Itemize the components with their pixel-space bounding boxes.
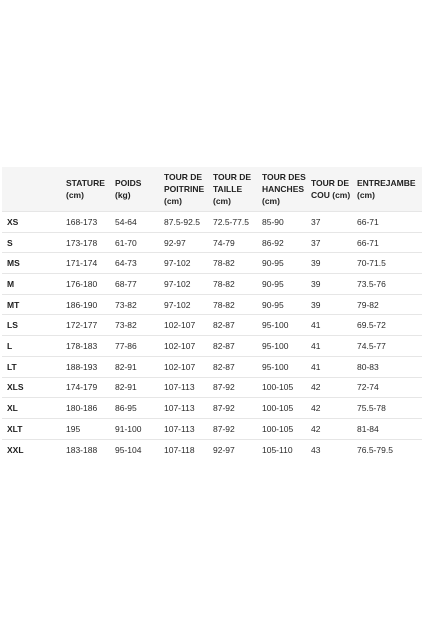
cell-tour-des-hanches: 90-95 <box>262 258 284 269</box>
cell-tour-de-cou: 42 <box>311 382 321 393</box>
cell-tour-de-taille: 87-92 <box>213 403 235 414</box>
cell-tour-de-cou: 41 <box>311 361 321 372</box>
column-header-text: TOUR DE <box>311 178 350 188</box>
table-row <box>2 439 422 460</box>
table-body <box>2 212 422 460</box>
cell-tour-des-hanches: 100-105 <box>262 382 294 393</box>
cell-poids: 95-104 <box>115 444 142 455</box>
table-row <box>2 418 422 439</box>
cell-poids: 61-70 <box>115 237 137 248</box>
cell-tour-de-taille: 78-82 <box>213 278 235 289</box>
column-header-text: HANCHES <box>262 184 305 194</box>
cell-entrejambe: 73.5-76 <box>357 278 386 289</box>
cell-stature: 173-178 <box>66 237 98 248</box>
cell-tour-de-poitrine: 102-107 <box>164 320 196 331</box>
cell-tour-de-taille: 74-79 <box>213 237 235 248</box>
cell-poids: 82-91 <box>115 361 137 372</box>
cell-tour-de-poitrine: 97-102 <box>164 278 191 289</box>
column-header-text: TOUR DE <box>164 172 203 182</box>
cell-entrejambe: 79-82 <box>357 299 379 310</box>
cell-tour-des-hanches: 100-105 <box>262 403 294 414</box>
size-label: LT <box>7 361 17 372</box>
cell-stature: 178-183 <box>66 340 98 351</box>
cell-tour-des-hanches: 95-100 <box>262 361 289 372</box>
cell-tour-des-hanches: 90-95 <box>262 299 284 310</box>
table-row <box>2 253 422 274</box>
size-label: MT <box>7 299 20 310</box>
size-label: XLS <box>7 382 24 393</box>
column-header-text: (kg) <box>115 190 131 200</box>
column-header-tour-de-cou <box>309 167 355 212</box>
cell-poids: 73-82 <box>115 320 137 331</box>
cell-tour-de-cou: 41 <box>311 320 321 331</box>
column-header-text: POITRINE <box>164 184 205 194</box>
table-row <box>2 212 422 233</box>
cell-tour-de-cou: 43 <box>311 444 321 455</box>
cell-tour-de-taille: 92-97 <box>213 444 235 455</box>
column-header-text: (cm) <box>213 196 231 206</box>
column-header-text: TOUR DES <box>262 172 306 182</box>
cell-stature: 176-180 <box>66 278 98 289</box>
column-header-tour-des-hanches <box>260 167 309 212</box>
cell-tour-des-hanches: 86-92 <box>262 237 284 248</box>
cell-entrejambe: 72-74 <box>357 382 379 393</box>
column-header-text: POIDS <box>115 178 142 188</box>
cell-tour-des-hanches: 105-110 <box>262 444 293 455</box>
table-row <box>2 294 422 315</box>
cell-tour-de-poitrine: 107-113 <box>164 403 195 414</box>
size-chart-table <box>2 167 422 460</box>
cell-tour-des-hanches: 95-100 <box>262 320 289 331</box>
cell-stature: 188-193 <box>66 361 98 372</box>
column-header-poids <box>113 167 162 212</box>
column-header-tour-de-taille <box>211 167 260 212</box>
cell-tour-de-taille: 82-87 <box>213 340 235 351</box>
cell-tour-de-poitrine: 97-102 <box>164 258 191 269</box>
column-header-text: (cm) <box>262 196 280 206</box>
size-label: L <box>7 340 13 351</box>
column-header-stature <box>64 167 113 212</box>
cell-tour-de-poitrine: 107-113 <box>164 423 195 434</box>
column-header-tour-de-poitrine <box>162 167 211 212</box>
column-header-text: (cm) <box>66 190 84 200</box>
cell-entrejambe: 69.5-72 <box>357 320 386 331</box>
cell-tour-de-poitrine: 92-97 <box>164 237 186 248</box>
cell-entrejambe: 70-71.5 <box>357 258 386 269</box>
cell-poids: 68-77 <box>115 278 137 289</box>
cell-poids: 77-86 <box>115 340 137 351</box>
size-label: XS <box>7 216 19 227</box>
cell-tour-de-taille: 82-87 <box>213 361 235 372</box>
cell-tour-de-taille: 72.5-77.5 <box>213 216 249 227</box>
cell-stature: 174-179 <box>66 382 98 393</box>
cell-entrejambe: 80-83 <box>357 361 379 372</box>
cell-entrejambe: 66-71 <box>357 216 379 227</box>
cell-tour-des-hanches: 85-90 <box>262 216 284 227</box>
column-header-text: TOUR DE <box>213 172 252 182</box>
cell-tour-de-poitrine: 107-113 <box>164 382 195 393</box>
column-header-text: COU (cm) <box>311 190 351 200</box>
cell-stature: 168-173 <box>66 216 98 227</box>
cell-tour-de-cou: 41 <box>311 340 321 351</box>
cell-entrejambe: 76.5-79.5 <box>357 444 393 455</box>
cell-entrejambe: 75.5-78 <box>357 403 386 414</box>
cell-tour-de-cou: 37 <box>311 216 321 227</box>
cell-entrejambe: 81-84 <box>357 423 379 434</box>
cell-tour-de-poitrine: 107-118 <box>164 444 195 455</box>
size-label: XLT <box>7 423 23 434</box>
cell-poids: 91-100 <box>115 423 142 434</box>
cell-tour-des-hanches: 100-105 <box>262 423 294 434</box>
cell-stature: 180-186 <box>66 403 98 414</box>
cell-poids: 64-73 <box>115 258 137 269</box>
table-row <box>2 377 422 398</box>
cell-tour-de-cou: 42 <box>311 423 321 434</box>
cell-tour-de-cou: 39 <box>311 258 321 269</box>
cell-tour-de-poitrine: 102-107 <box>164 340 196 351</box>
column-header-text: STATURE <box>66 178 105 188</box>
column-header-text: (cm) <box>164 196 182 206</box>
cell-tour-de-cou: 39 <box>311 278 321 289</box>
size-label: M <box>7 278 15 289</box>
cell-tour-de-taille: 87-92 <box>213 382 235 393</box>
cell-poids: 73-82 <box>115 299 137 310</box>
header-row <box>2 167 422 212</box>
cell-stature: 186-190 <box>66 299 98 310</box>
column-header-entrejambe <box>355 167 422 212</box>
cell-tour-de-cou: 37 <box>311 237 321 248</box>
cell-poids: 54-64 <box>115 216 137 227</box>
table-row <box>2 336 422 357</box>
table-row <box>2 315 422 336</box>
cell-tour-de-taille: 87-92 <box>213 423 235 434</box>
size-label: XL <box>7 403 18 414</box>
cell-tour-de-poitrine: 102-107 <box>164 361 196 372</box>
table-row <box>2 274 422 295</box>
cell-poids: 86-95 <box>115 403 137 414</box>
header-corner-cell <box>2 167 64 212</box>
size-label: LS <box>7 320 18 331</box>
cell-stature: 172-177 <box>66 320 98 331</box>
table-row <box>2 232 422 253</box>
column-header-text: (cm) <box>357 190 375 200</box>
column-header-text: TAILLE <box>213 184 243 194</box>
cell-stature: 171-174 <box>66 258 98 269</box>
cell-poids: 82-91 <box>115 382 137 393</box>
cell-tour-de-poitrine: 87.5-92.5 <box>164 216 200 227</box>
cell-entrejambe: 66-71 <box>357 237 379 248</box>
size-chart <box>2 167 422 465</box>
cell-stature: 183-188 <box>66 444 98 455</box>
table-row <box>2 356 422 377</box>
size-label: MS <box>7 258 20 269</box>
cell-tour-de-taille: 78-82 <box>213 299 235 310</box>
column-header-text: ENTREJAMBE <box>357 178 416 188</box>
cell-tour-de-cou: 42 <box>311 403 321 414</box>
cell-entrejambe: 74.5-77 <box>357 340 386 351</box>
cell-tour-des-hanches: 90-95 <box>262 278 284 289</box>
table-row <box>2 398 422 419</box>
cell-tour-des-hanches: 95-100 <box>262 340 289 351</box>
size-label: S <box>7 237 13 248</box>
cell-stature: 195 <box>66 423 81 434</box>
cell-tour-de-cou: 39 <box>311 299 321 310</box>
cell-tour-de-taille: 78-82 <box>213 258 235 269</box>
size-label: XXL <box>7 444 24 455</box>
cell-tour-de-poitrine: 97-102 <box>164 299 191 310</box>
cell-tour-de-taille: 82-87 <box>213 320 235 331</box>
